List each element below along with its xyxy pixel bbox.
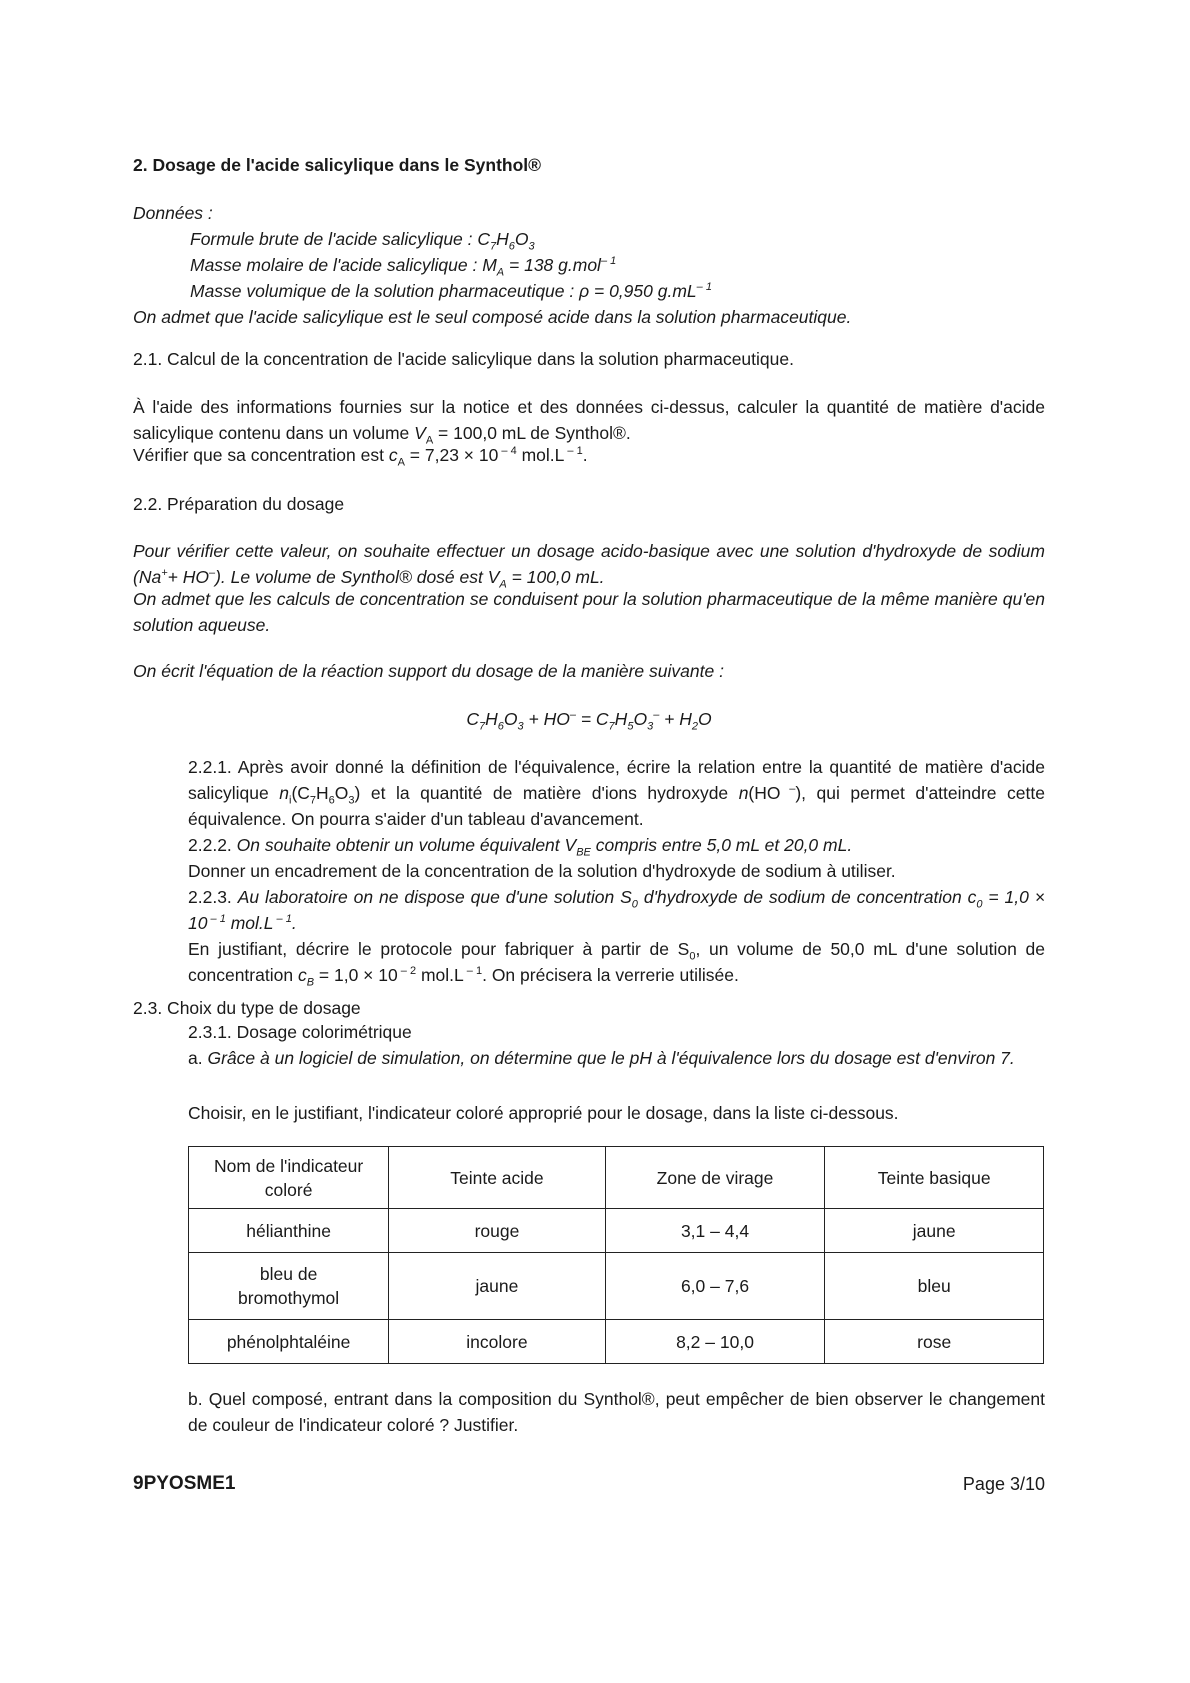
- s21-paragraph: À l'aide des informations fournies sur la notice et des données ci-dessus, calculer la quantité de matière d'acide salicylique contenu dans un volume $V_A = 100,0$ mL de Synthol®.: [133, 397, 1045, 447]
- s231-a: a. Grâce à un logiciel de simulation, on détermine que le pH à l'équivalence lors du dosage est d'environ 7.: [188, 1048, 1015, 1068]
- masse-volumique: Masse volumique de la solution pharmaceutique : ρ = 0,950 $g.mL^{- 1}$: [190, 281, 712, 301]
- q222-line2: Donner un encadrement de la concentration de la solution d'hydroxyde de sodium à utiliser.: [188, 861, 896, 881]
- table-cell: rose: [825, 1320, 1044, 1364]
- q223-protocol: En justifiant, décrire le protocole pour fabriquer à partir de $S_0$, un volume de 50,0 mL d'une solution de concentration $c_B = 1,0 \times 10$ $^{- 2}$ mol.L $^{- 1}$. On précisera la verrerie utilisée.: [188, 939, 1045, 989]
- table-cell: rouge: [389, 1209, 605, 1253]
- header-cell: Teinte acide: [389, 1147, 605, 1209]
- header-cell: Zone de virage: [605, 1147, 825, 1209]
- s231-choose: Choisir, en le justifiant, l'indicateur coloré approprié pour le dosage, dans la liste ci-dessous.: [188, 1103, 899, 1123]
- footer-code: 9PYOSME1: [133, 1473, 236, 1494]
- donnees-block: [133, 200, 1045, 330]
- donnees-label: Données :: [133, 203, 213, 223]
- s231-title: 2.3.1. Dosage colorimétrique: [188, 1022, 412, 1042]
- q221: 2.2.1. Après avoir donné la définition de l'équivalence, écrire la relation entre la quantité de matière d'acide salicylique $n_i(C_7H_6O_3)$ et la quantité de matière d'ions hydroxyde n(HO –), qui permet d'atteindre cette équivalence. On pourra s'aider d'un tableau d'avancement.: [188, 757, 1045, 829]
- s231-block: [188, 1019, 1045, 1071]
- s22-intro: Pour vérifier cette valeur, on souhaite effectuer un dosage acido-basique avec une solution d'hydroxyde de sodium (Na++ HO–). Le volume de Synthol® dosé est $V_A = 100,0$ mL.: [133, 541, 1045, 591]
- table-cell: jaune: [389, 1253, 605, 1320]
- table-cell: jaune: [825, 1209, 1044, 1253]
- table-header-row: [189, 1147, 1044, 1209]
- s22-title: 2.2. Préparation du dosage: [133, 494, 345, 514]
- header-cell: Teinte basique: [825, 1147, 1044, 1209]
- q222: 2.2.2. On souhaite obtenir un volume équivalent $V_{BE}$ compris entre 5,0 mL et 20,0 mL.: [188, 835, 853, 859]
- donnees-admet: On admet que l'acide salicylique est le seul composé acide dans la solution pharmaceutique.: [133, 307, 852, 327]
- table-cell: bleu: [825, 1253, 1044, 1320]
- s231-b: b. Quel composé, entrant dans la composition du Synthol®, peut empêcher de bien observer le changement de couleur de l'indicateur coloré ? Justifier.: [188, 1389, 1045, 1435]
- q223: 2.2.3. Au laboratoire on ne dispose que d'une solution $S_0$ d'hydroxyde de sodium de concentration $c_0 = 1,0 \times 10$ $^{- 1}$ mol.L $^{- 1}$.: [188, 887, 1045, 933]
- table-row: [189, 1253, 1044, 1320]
- table-row: [189, 1320, 1044, 1364]
- table-cell: bleu de bromothymol: [189, 1253, 389, 1320]
- table-cell: hélianthine: [189, 1209, 389, 1253]
- table-row: [189, 1209, 1044, 1253]
- s21-verify: Vérifier que sa concentration est $c_A = 7,23 \times 10$ $^{- 4}$ mol.L $^{- 1}$.: [133, 445, 588, 469]
- table-cell: 6,0 – 7,6: [605, 1253, 825, 1320]
- table-cell: phénolphtaléine: [189, 1320, 389, 1364]
- indicator-table: [188, 1146, 1044, 1364]
- header-cell: Nom de l'indicateur coloré: [189, 1147, 389, 1209]
- s23-title: 2.3. Choix du type de dosage: [133, 998, 361, 1018]
- s21-title: 2.1. Calcul de la concentration de l'acide salicylique dans la solution pharmaceutique.: [133, 349, 794, 369]
- table-cell: 8,2 – 10,0: [605, 1320, 825, 1364]
- masse-molaire: Masse molaire de l'acide salicylique : $M_A = 138$ g.mol$^{- 1}$: [190, 255, 617, 279]
- reaction-equation: $C_7H_6O_3 + HO^- = C_7H_5O_3^- + H_2O$: [466, 709, 712, 733]
- formule-brute: Formule brute de l'acide salicylique : $C_7H_6O_3$: [190, 229, 535, 253]
- s22-equation-intro: On écrit l'équation de la réaction support du dosage de la manière suivante :: [133, 661, 724, 681]
- footer-page-number: Page 3/10: [962, 1474, 1045, 1494]
- table-cell: incolore: [389, 1320, 605, 1364]
- table-cell: 3,1 – 4,4: [605, 1209, 825, 1253]
- s22-questions: [188, 754, 1045, 988]
- s22-admet: On admet que les calculs de concentration se conduisent pour la solution pharmaceutique de la même manière qu'en solution aqueuse.: [133, 589, 1045, 635]
- section-title: 2. Dosage de l'acide salicylique dans le Synthol®: [133, 155, 542, 175]
